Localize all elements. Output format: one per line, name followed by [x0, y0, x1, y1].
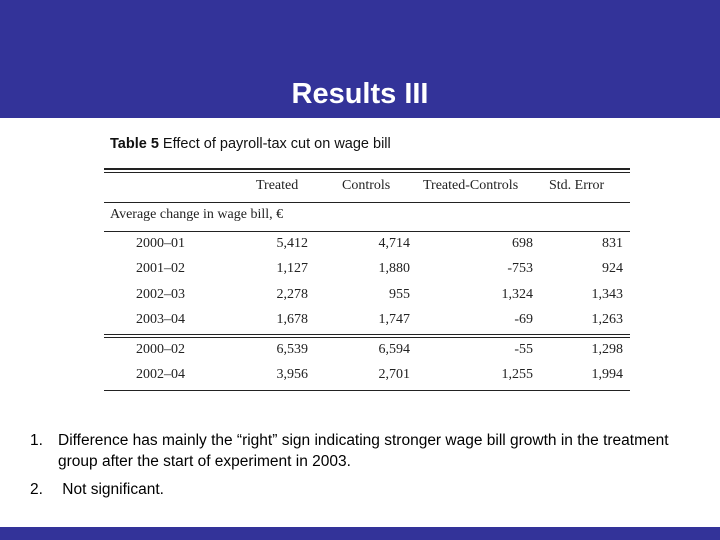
table-top-rule-inner — [104, 172, 630, 173]
row-period: 2000–02 — [136, 342, 185, 357]
row-controls: 6,594 — [378, 342, 410, 357]
row-diff: 1,255 — [501, 367, 533, 382]
note-item — [30, 430, 690, 472]
row-diff: 1,324 — [501, 287, 533, 302]
table-caption — [110, 136, 391, 152]
row-diff: 698 — [512, 236, 533, 251]
row-treated: 3,956 — [276, 367, 308, 382]
row-controls: 2,701 — [378, 367, 410, 382]
column-header-std-error: Std. Error — [549, 178, 605, 193]
row-diff: -69 — [514, 312, 533, 327]
column-header-treated: Treated — [256, 178, 299, 193]
table-top-rule — [104, 168, 630, 170]
column-header-controls: Controls — [342, 178, 391, 193]
row-period: 2003–04 — [136, 312, 185, 327]
row-se: 831 — [602, 236, 623, 251]
row-period: 2002–03 — [136, 287, 185, 302]
row-period: 2000–01 — [136, 236, 185, 251]
header-rule — [104, 202, 630, 203]
row-se: 1,298 — [591, 342, 623, 357]
row-treated: 1,678 — [276, 312, 308, 327]
note-text: Difference has mainly the “right” sign indicating stronger wage bill growth in the treatment group after the start of experiment in 2003. — [58, 432, 669, 470]
table-caption-label: Table 5 — [110, 136, 159, 152]
row-se: 924 — [602, 261, 623, 276]
row-period: 2001–02 — [136, 261, 185, 276]
row-treated: 2,278 — [276, 287, 308, 302]
table-caption-text: Effect of payroll-tax cut on wage bill — [162, 136, 391, 152]
group-rule-2 — [104, 337, 630, 338]
group-rule-1 — [104, 334, 630, 335]
footer-band — [0, 527, 720, 540]
section-rule — [104, 231, 630, 232]
row-diff: -55 — [514, 342, 533, 357]
row-controls: 4,714 — [378, 236, 410, 251]
row-treated: 6,539 — [276, 342, 308, 357]
row-controls: 1,747 — [378, 312, 410, 327]
notes-list — [30, 430, 690, 507]
row-se: 1,263 — [591, 312, 623, 327]
note-text: Not significant. — [58, 481, 164, 498]
row-se: 1,343 — [591, 287, 623, 302]
row-controls: 955 — [389, 287, 410, 302]
row-diff: -753 — [507, 261, 533, 276]
row-period: 2002–04 — [136, 367, 185, 382]
slide-title: Results III — [291, 78, 429, 110]
note-marker: 2. — [30, 481, 43, 498]
column-header-treated-controls: Treated-Controls — [423, 178, 519, 193]
row-treated: 1,127 — [276, 261, 308, 276]
row-se: 1,994 — [591, 367, 623, 382]
row-treated: 5,412 — [276, 236, 308, 251]
note-item — [30, 479, 690, 500]
table-bottom-rule — [104, 390, 630, 391]
note-marker: 1. — [30, 432, 43, 449]
results-table — [98, 122, 636, 400]
row-controls: 1,880 — [378, 261, 410, 276]
section-label: Average change in wage bill, € — [110, 207, 284, 222]
